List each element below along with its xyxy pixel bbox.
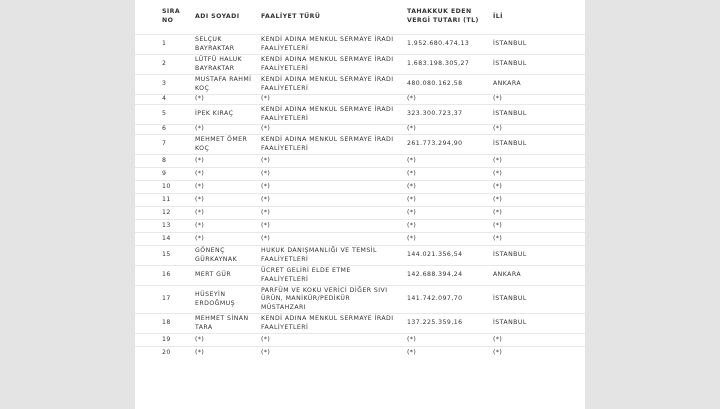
city-cell: (*) [491, 95, 585, 105]
name-cell: MERT GÜR [189, 266, 257, 286]
activity-cell: KENDİ ADINA MENKUL SERMAYE İRADI FAALİYETLERİ [257, 35, 403, 55]
activity-cell: (*) [257, 95, 403, 105]
rank-number-cell: 8 [135, 155, 189, 168]
name-cell: (*) [189, 334, 257, 347]
table-header [135, 0, 585, 35]
city-cell: İSTANBUL [491, 135, 585, 155]
rank-number-cell: 2 [135, 55, 189, 75]
table-row [135, 35, 585, 55]
tax-amount-cell: 261.773.294,90 [403, 135, 491, 155]
name-cell: LÜTFÜ HALUK BAYRAKTAR [189, 55, 257, 75]
activity-cell: (*) [257, 233, 403, 246]
rank-number-cell: 14 [135, 233, 189, 246]
tax-amount-cell: (*) [403, 347, 491, 360]
tax-amount-cell: 137.225.359,16 [403, 314, 491, 334]
rank-number-cell: 3 [135, 75, 189, 95]
city-cell: İSTANBUL [491, 35, 585, 55]
city-cell: (*) [491, 347, 585, 360]
activity-cell: (*) [257, 168, 403, 181]
name-cell: (*) [189, 95, 257, 105]
activity-cell: (*) [257, 181, 403, 194]
activity-cell: KENDİ ADINA MENKUL SERMAYE İRADI FAALİYETLERİ [257, 314, 403, 334]
rank-number-cell: 12 [135, 207, 189, 220]
tax-amount-cell: 1.683.198.305,27 [403, 55, 491, 75]
tax-amount-cell: (*) [403, 125, 491, 135]
city-cell: (*) [491, 220, 585, 233]
name-cell: MEHMET SİNAN TARA [189, 314, 257, 334]
tax-amount-cell: (*) [403, 233, 491, 246]
table-row [135, 194, 585, 207]
city-cell: (*) [491, 194, 585, 207]
table-row [135, 181, 585, 194]
name-cell: (*) [189, 125, 257, 135]
name-cell: (*) [189, 181, 257, 194]
rank-number-cell: 10 [135, 181, 189, 194]
tax-amount-cell: (*) [403, 181, 491, 194]
name-cell: (*) [189, 168, 257, 181]
taxpayer-table [135, 0, 585, 360]
rank-number-cell: 6 [135, 125, 189, 135]
city-cell: İSTANBUL [491, 55, 585, 75]
name-cell: (*) [189, 194, 257, 207]
name-cell: (*) [189, 347, 257, 360]
name-cell: MUSTAFA RAHMİ KOÇ [189, 75, 257, 95]
rank-number-cell: 4 [135, 95, 189, 105]
tax-amount-cell: (*) [403, 168, 491, 181]
header-name: ADI SOYADI [195, 12, 240, 20]
rank-number-cell: 17 [135, 286, 189, 314]
activity-cell: (*) [257, 194, 403, 207]
rank-number-cell: 9 [135, 168, 189, 181]
header-activity-type: FAALİYET TÜRÜ [261, 12, 321, 20]
rank-number-cell: 1 [135, 35, 189, 55]
table-row [135, 75, 585, 95]
city-cell: ANKARA [491, 75, 585, 95]
activity-cell: (*) [257, 347, 403, 360]
table-row [135, 135, 585, 155]
name-cell: HÜSEYİN ERDOĞMUŞ [189, 286, 257, 314]
header-rank-number: SIRA NO [162, 8, 181, 24]
tax-amount-cell: (*) [403, 220, 491, 233]
table-row [135, 233, 585, 246]
tax-amount-cell: (*) [403, 95, 491, 105]
city-cell: (*) [491, 168, 585, 181]
city-cell: ANKARA [491, 266, 585, 286]
name-cell: SELÇUK BAYRAKTAR [189, 35, 257, 55]
rank-number-cell: 19 [135, 334, 189, 347]
city-cell: İSTANBUL [491, 286, 585, 314]
table-row [135, 125, 585, 135]
activity-cell: ÜCRET GELİRİ ELDE ETME FAALİYETLERİ [257, 266, 403, 286]
tax-amount-cell: 1.952.680.474,13 [403, 35, 491, 55]
activity-cell: (*) [257, 220, 403, 233]
table-row [135, 334, 585, 347]
table-row [135, 55, 585, 75]
name-cell: GÖNENÇ GÜRKAYNAK [189, 246, 257, 266]
name-cell: (*) [189, 207, 257, 220]
table-row [135, 207, 585, 220]
city-cell: İSTANBUL [491, 246, 585, 266]
tax-amount-cell: (*) [403, 207, 491, 220]
table-row [135, 314, 585, 334]
activity-cell: (*) [257, 207, 403, 220]
name-cell: (*) [189, 220, 257, 233]
table-row [135, 347, 585, 360]
city-cell: (*) [491, 125, 585, 135]
table-row [135, 168, 585, 181]
rank-number-cell: 20 [135, 347, 189, 360]
rank-number-cell: 11 [135, 194, 189, 207]
table-row [135, 246, 585, 266]
tax-amount-cell: 323.300.723,37 [403, 105, 491, 125]
header-tax-amount: TAHAKKUK EDEN VERGİ TUTARI (TL) [407, 8, 479, 24]
city-cell: (*) [491, 334, 585, 347]
tax-table-sheet [135, 0, 585, 409]
activity-cell: (*) [257, 125, 403, 135]
tax-amount-cell: 142.688.394,24 [403, 266, 491, 286]
name-cell: (*) [189, 233, 257, 246]
city-cell: (*) [491, 155, 585, 168]
tax-amount-cell: (*) [403, 334, 491, 347]
tax-amount-cell: 480.080.162,58 [403, 75, 491, 95]
city-cell: İSTANBUL [491, 105, 585, 125]
activity-cell: (*) [257, 155, 403, 168]
header-city: İLİ [493, 12, 503, 20]
table-row [135, 286, 585, 314]
tax-amount-cell: 144.021.356,54 [403, 246, 491, 266]
name-cell: İPEK KIRAÇ [189, 105, 257, 125]
table-row [135, 220, 585, 233]
activity-cell: (*) [257, 334, 403, 347]
activity-cell: KENDİ ADINA MENKUL SERMAYE İRADI FAALİYETLERİ [257, 135, 403, 155]
city-cell: (*) [491, 233, 585, 246]
table-row [135, 105, 585, 125]
table-row [135, 95, 585, 105]
name-cell: (*) [189, 155, 257, 168]
rank-number-cell: 15 [135, 246, 189, 266]
table-row [135, 155, 585, 168]
table-row [135, 266, 585, 286]
table-body [135, 35, 585, 360]
activity-cell: KENDİ ADINA MENKUL SERMAYE İRADI FAALİYETLERİ [257, 75, 403, 95]
activity-cell: HUKUK DANIŞMANLIĞI VE TEMSİL FAALİYETLERİ [257, 246, 403, 266]
rank-number-cell: 13 [135, 220, 189, 233]
rank-number-cell: 5 [135, 105, 189, 125]
tax-amount-cell: (*) [403, 194, 491, 207]
rank-number-cell: 18 [135, 314, 189, 334]
rank-number-cell: 7 [135, 135, 189, 155]
tax-amount-cell: (*) [403, 155, 491, 168]
rank-number-cell: 16 [135, 266, 189, 286]
tax-amount-cell: 141.742.097,70 [403, 286, 491, 314]
name-cell: MEHMET ÖMER KOÇ [189, 135, 257, 155]
city-cell: (*) [491, 181, 585, 194]
activity-cell: KENDİ ADINA MENKUL SERMAYE İRADI FAALİYETLERİ [257, 55, 403, 75]
activity-cell: PARFÜM VE KOKU VERİCİ DİĞER SIVI ÜRÜN, MANİKÜR/PEDİKÜR MÜSTAHZARI [257, 286, 403, 314]
city-cell: (*) [491, 207, 585, 220]
activity-cell: KENDİ ADINA MENKUL SERMAYE İRADI FAALİYETLERİ [257, 105, 403, 125]
city-cell: İSTANBUL [491, 314, 585, 334]
